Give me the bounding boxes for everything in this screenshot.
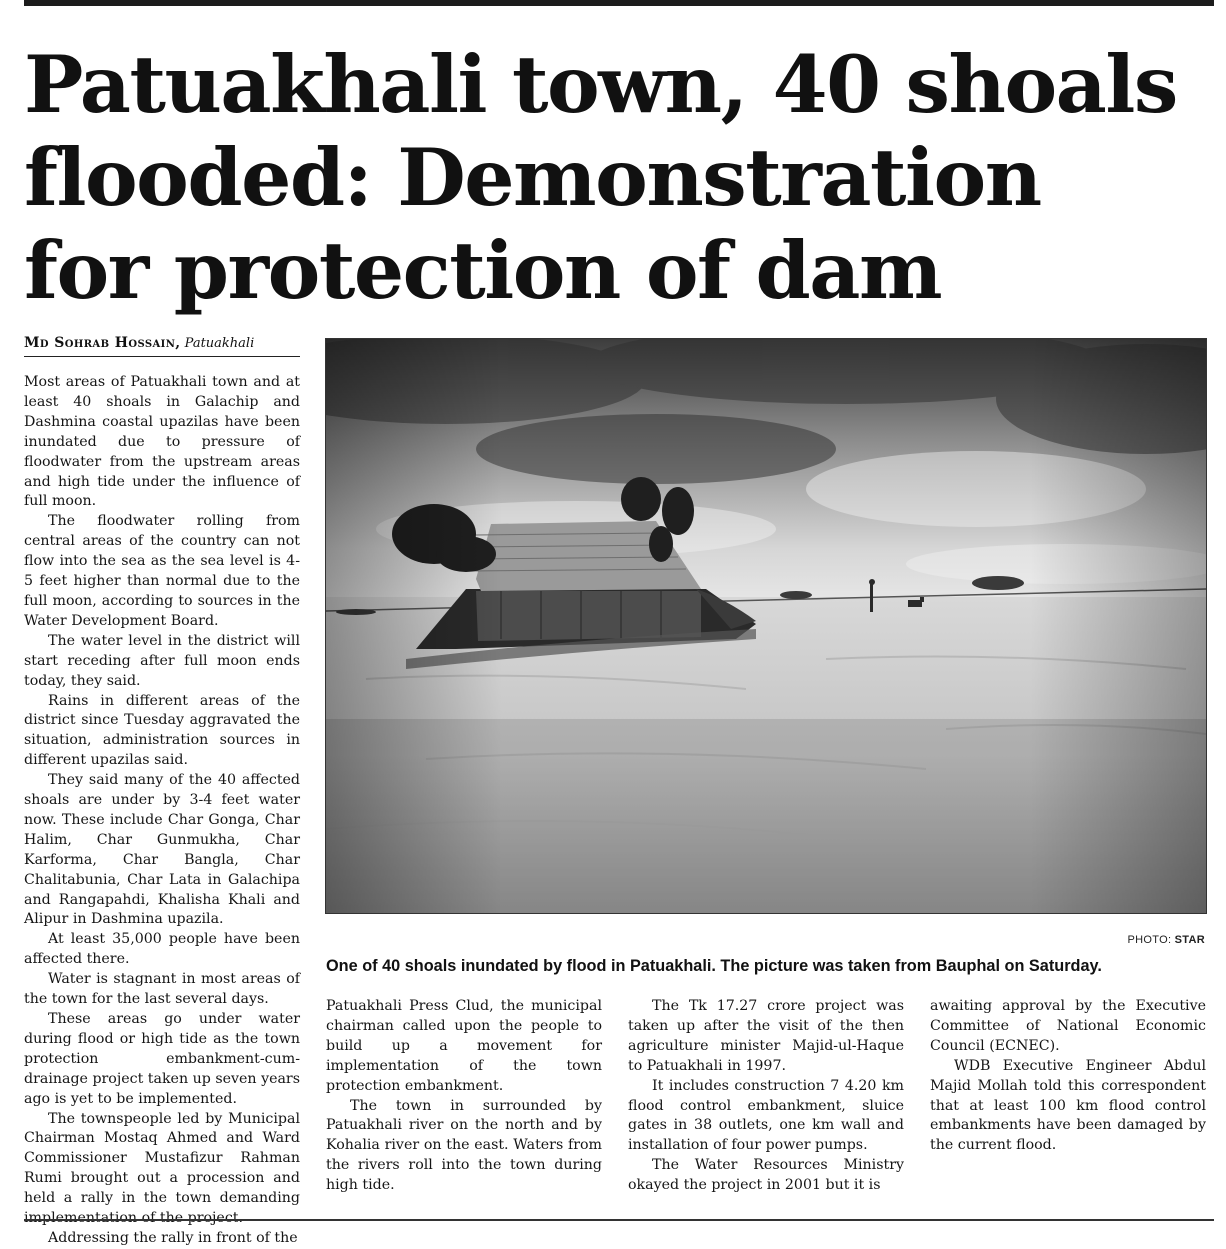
byline <box>24 334 300 357</box>
photo-credit <box>1060 934 1205 946</box>
byline-place: Patuakhali <box>184 336 255 351</box>
photo-caption: One of 40 shoals inundated by flood in Patuakhali. The picture was taken from Bauphal on Saturday. <box>326 957 1102 975</box>
bottom-rule <box>24 1219 1214 1221</box>
paragraph: The water level in the district will start receding after full moon ends today, they said. <box>24 632 300 689</box>
headline-line-3: for protection of dam <box>24 224 942 317</box>
headline <box>24 38 1214 317</box>
paragraph: Rains in different areas of the district since Tuesday aggravated the situation, administration sources in different upazilas said. <box>24 692 300 769</box>
headline-line-1: Patuakhali town, 40 shoals <box>24 38 1177 131</box>
top-rule <box>24 0 1214 6</box>
article-column-3 <box>628 997 904 1196</box>
paragraph: The floodwater rolling from central areas of the country can not flow into the sea as the sea level is 4-5 feet higher than normal due to the full moon, according to sources in the Water Development Board. <box>24 513 300 629</box>
article-column-2 <box>326 997 602 1196</box>
photo-credit-source: STAR <box>1174 934 1205 946</box>
paragraph: Most areas of Patuakhali town and at least 40 shoals in Galachip and Dashmina coastal upazilas have been inundated due to pressure of floodwater from the upstream areas and high tide under the influence of full moon. <box>24 374 300 510</box>
paragraph: They said many of the 40 affected shoals are under by 3-4 feet water now. These include Char Gonga, Char Halim, Char Gunmukha, Char Karforma, Char Bangla, Char Chalitabunia, Char Lata in Galachipa and Rangapahdi, Khalisha Khali and Alipur in Dashmina upazila. <box>24 772 300 928</box>
flood-photo <box>325 338 1207 914</box>
paragraph: The townspeople led by Municipal Chairman Mostaq Ahmed and Ward Commissioner Mustafizur Rahman Rumi brought out a procession and held a rally in the town demanding <box>24 1110 300 1207</box>
paragraph: Water is stagnant in most areas of the town for the last several days. <box>24 971 300 1008</box>
paragraph: WDB Executive Engineer Abdul Majid Mollah told this correspondent that at least 100 km flood control embankments have been damaged by the current flood. <box>930 1057 1206 1154</box>
article-column-4 <box>930 997 1206 1156</box>
photo-credit-label: PHOTO: <box>1127 934 1172 946</box>
headline-line-2: flooded: Demonstration <box>24 131 1041 224</box>
paragraph: The Tk 17.27 crore project was taken up after the visit of the then agriculture minister Majid-ul-Haque to Patuakhali in 1997. <box>628 998 904 1074</box>
paragraph: At least 35,000 people have been affected there. <box>24 931 300 968</box>
paragraph: The Water Resources Ministry okayed the project in 2001 but it is <box>628 1157 904 1194</box>
article-column-1 <box>24 373 300 1249</box>
byline-author: Md Sohrab Hossain, <box>24 335 181 351</box>
paragraph: Patuakhali Press Clud, the municipal chairman called upon the people to build up a movement for implementation of the town protection embankment. <box>326 998 602 1094</box>
paragraph: Addressing the rally in front of the <box>48 1229 298 1246</box>
paragraph: awaiting approval by the Executive Committee of National Economic Council (ECNEC). <box>930 998 1206 1054</box>
paragraph: The town in surrounded by Patuakhali river on the north and by Kohalia river on the east. Waters from the rivers roll into the town during high tide. <box>326 1097 602 1194</box>
paragraph: It includes construction 7 4.20 km flood control embankment, sluice gates in 38 outlets, one km wall and installation of four power pumps. <box>628 1077 904 1154</box>
paragraph: These areas go under water during flood or high tide as the town protection embankment-cum-drainage project taken up seven years ago is yet to be implemented. <box>24 1011 300 1107</box>
